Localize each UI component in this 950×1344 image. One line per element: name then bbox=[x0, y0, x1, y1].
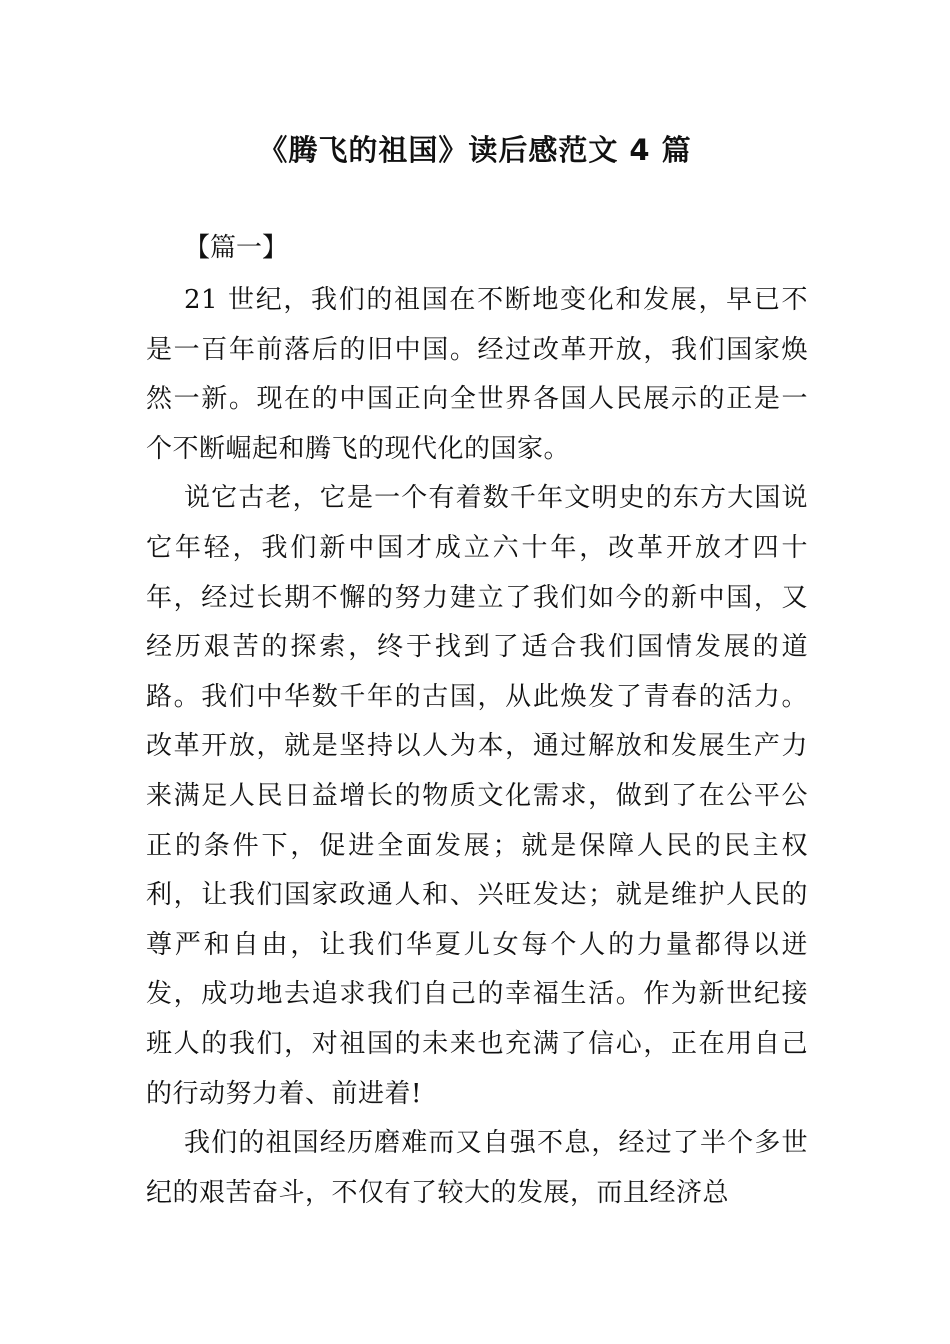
paragraph-1: 21 世纪，我们的祖国在不断地变化和发展，早已不是一百年前落后的旧中国。经过改革开放，我们国家焕然一新。现在的中国正向全世界各国人民展示的正是一个不断崛起和腾飞的现代化的国家。 bbox=[146, 285, 808, 464]
paragraph-3: 我们的祖国经历磨难而又自强不息，经过了半个多世纪的艰苦奋斗，不仅有了较大的发展，而且经济总 bbox=[146, 1128, 808, 1208]
document-title: 《腾飞的祖国》读后感范文 4 篇 bbox=[258, 133, 692, 167]
section-heading: 【篇一】 bbox=[184, 233, 289, 263]
paragraph-2: 说它古老，它是一个有着数千年文明史的东方大国说它年轻，我们新中国才成立六十年，改革开放才四十年，经过长期不懈的努力建立了我们如今的新中国，又经历艰苦的探索，终于找到了适合我们国情发展的道路。我们中华数千年的古国，从此焕发了青春的活力。改革开放，就是坚持以人为本，通过解放和发展生产力来满足人民日益增长的物质文化需求，做到了在公平公正的条件下，促进全面发展；就是保障人民的民主权利，让我们国家政通人和、兴旺发达；就是维护人民的尊严和自由，让我们华夏儿女每个人的力量都得以迸发，成功地去追求我们自己的幸福生活。作为新世纪接班人的我们，对祖国的未来也充满了信心，正在用自己的行动努力着、前进着! bbox=[146, 483, 808, 1109]
document-body bbox=[146, 276, 808, 1218]
